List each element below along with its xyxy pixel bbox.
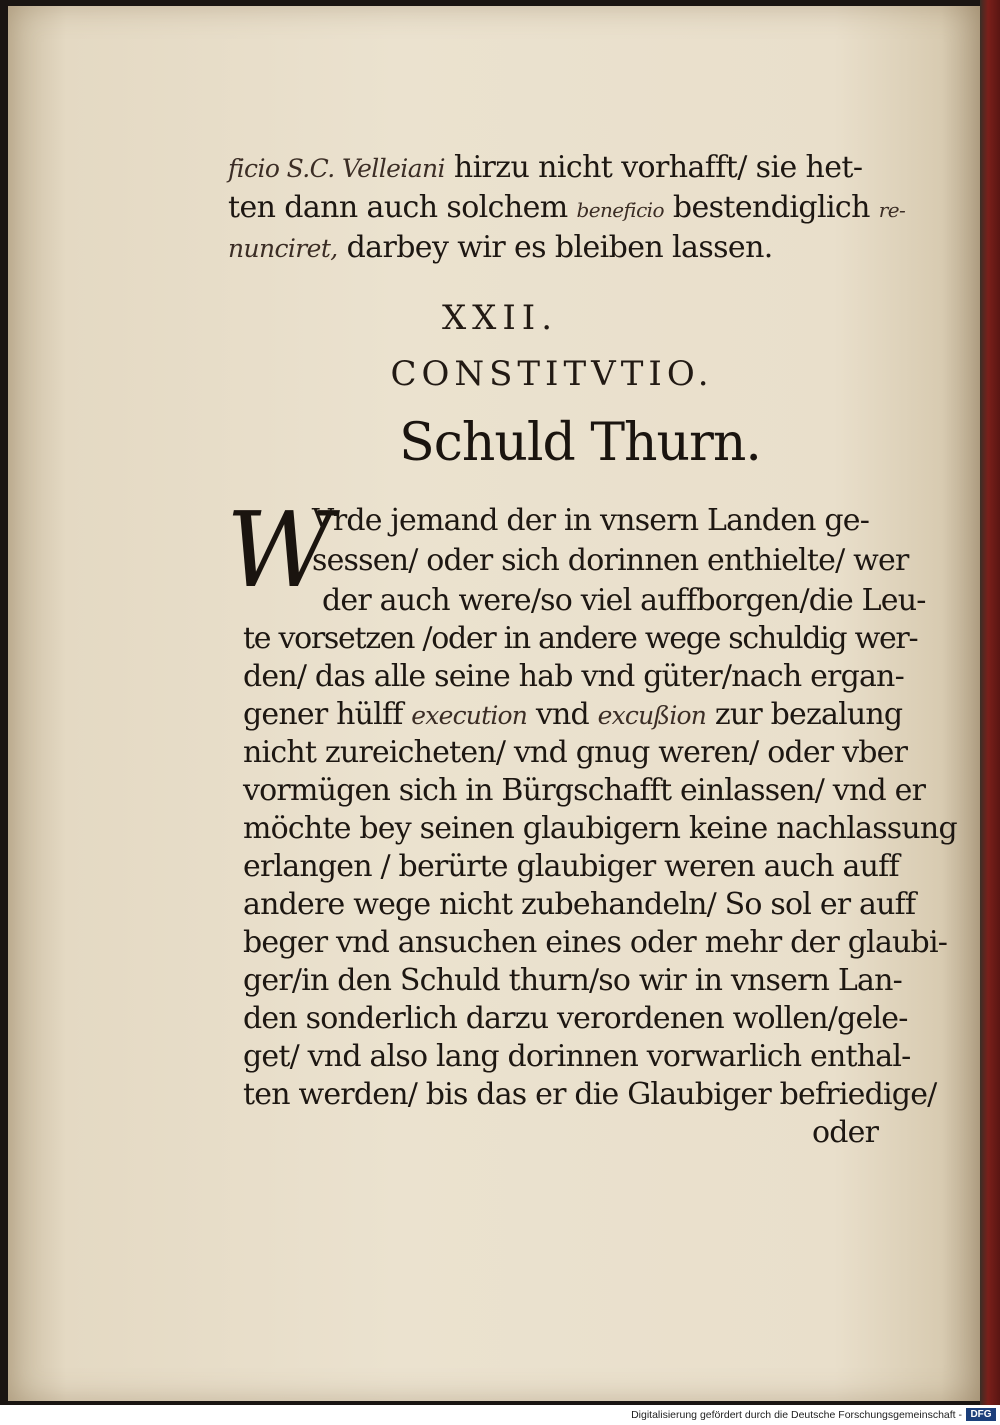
footer-credit: Digitalisierung gefördert durch die Deutsche Forschungsgemeinschaft - [631, 1409, 962, 1421]
body-line: vormügen sich in Bürgschafft einlassen/ vnd er [243, 773, 926, 808]
line-text: zur bezalung [706, 697, 903, 732]
catchword: oder [812, 1115, 879, 1150]
decorative-initial: W [226, 489, 333, 611]
constitution-number: XXII. [441, 298, 559, 338]
body-line: den/ das alle seine hab vnd güter/nach ergan- [243, 659, 904, 694]
body-line: sessen/ oder sich dorinnen enthielte/ wer [312, 543, 909, 578]
body-line: ten werden/ bis das er die Glaubiger befriedige/ [243, 1077, 937, 1112]
line-text: ten dann auch solchem [228, 190, 577, 225]
body-line: Vrde jemand der in vnsern Landen ge- [312, 503, 870, 538]
top-line-2 [228, 190, 905, 228]
line-text: bestendiglich [663, 190, 879, 225]
top-line-1 [228, 150, 862, 187]
dfg-logo: DFG [966, 1408, 996, 1421]
body-line: te vorsetzen /oder in andere wege schuldig wer- [243, 621, 918, 656]
latin-text: beneficio [576, 198, 664, 222]
latin-text: re- [878, 198, 906, 222]
body-line: erlangen / berürte glaubiger weren auch auff [243, 849, 899, 884]
latin-text: nunciret, [228, 234, 338, 263]
body-line: ger/in den Schuld thurn/so wir in vnsern Lan- [243, 963, 902, 998]
latin-text: excußion [597, 701, 707, 730]
body-line: andere wege nicht zubehandeln/ So sol er auff [243, 887, 916, 922]
section-title: Schuld Thurn. [399, 413, 761, 473]
body-line: möchte bey seinen glaubigern keine nachlassung [243, 811, 957, 846]
line-text: vnd [527, 697, 598, 732]
body-line: nicht zureicheten/ vnd gnug weren/ oder vber [243, 735, 908, 770]
body-line-mixed [243, 697, 902, 734]
line-text: gener hülff [243, 697, 412, 732]
line-text: hirzu nicht vorhafft/ sie het- [444, 150, 863, 185]
latin-text: ficio S.C. Velleiani [228, 154, 445, 183]
constitution-label: CONSTITVTIO. [390, 354, 714, 394]
book-cover-edge [980, 0, 1000, 1405]
body-line: den sonderlich darzu verordenen wollen/gele- [243, 1001, 908, 1036]
body-line: get/ vnd also lang dorinnen vorwarlich enthal- [243, 1039, 911, 1074]
line-text: darbey wir es bleiben lassen. [337, 230, 773, 265]
top-line-3 [228, 230, 773, 267]
body-line: der auch were/so viel auffborgen/die Leu- [322, 583, 926, 618]
latin-text: execution [411, 701, 528, 730]
body-line: beger vnd ansuchen eines oder mehr der glaubi- [243, 925, 948, 960]
